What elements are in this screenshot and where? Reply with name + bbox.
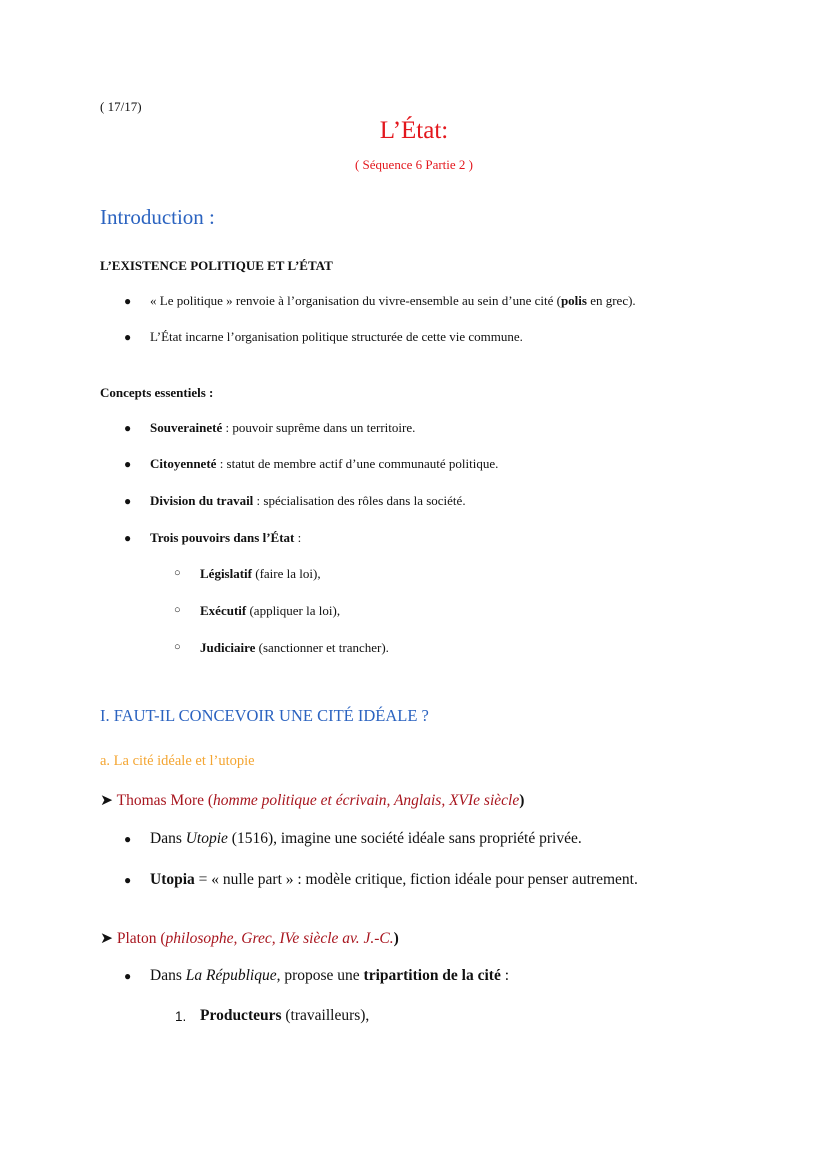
bullet-icon: ●	[124, 531, 132, 545]
bullet-icon: ●	[124, 832, 132, 846]
author-desc: philosophe, Grec, IVe siècle av. J.-C.	[165, 930, 394, 947]
italic-title: Utopie	[185, 830, 228, 847]
italic-title: La République	[185, 967, 277, 984]
text: Dans	[150, 967, 186, 984]
author-name: Thomas More (	[116, 792, 214, 809]
term: Producteurs	[200, 1007, 282, 1024]
definition: : pouvoir suprême dans un territoire.	[222, 420, 416, 435]
text: (1516), imagine une société idéale sans propriété privée.	[227, 830, 582, 847]
text: :	[500, 967, 510, 984]
bullet-icon: ●	[124, 421, 132, 435]
section-heading: I. FAUT-IL CONCEVOIR UNE CITÉ IDÉALE ?	[100, 706, 429, 725]
bold-term: tripartition de la cité	[363, 967, 501, 984]
term: Souveraineté	[150, 420, 223, 435]
intro-heading: Introduction :	[100, 205, 215, 229]
circle-bullet-icon: ○	[174, 567, 181, 579]
term: Législatif	[200, 566, 252, 581]
term: Judiciaire	[200, 640, 256, 655]
list-number: 1.	[175, 1009, 187, 1024]
term: Exécutif	[200, 603, 247, 618]
bullet-icon: ●	[124, 873, 132, 887]
page-subtitle: ( Séquence 6 Partie 2 )	[354, 157, 474, 172]
text: , propose une	[276, 967, 364, 984]
bold-term: polis	[560, 293, 587, 308]
page-counter: ( 17/17)	[100, 99, 142, 114]
arrow-icon: ➤	[100, 930, 113, 947]
circle-bullet-icon: ○	[174, 604, 181, 616]
text: = « nulle part » : modèle critique, fiction idéale pour penser autrement.	[194, 871, 638, 888]
page-title: L’État:	[379, 117, 449, 144]
definition: (travailleurs),	[281, 1007, 370, 1024]
term: Division du travail	[150, 493, 254, 508]
text: )	[393, 930, 399, 947]
definition: :	[294, 530, 302, 545]
concepts-heading: Concepts essentiels :	[100, 385, 214, 400]
arrow-icon: ➤	[100, 792, 113, 809]
text: « Le politique » renvoie à l’organisation du vivre-ensemble au sein d’une cité (	[150, 293, 561, 308]
bullet-icon: ●	[124, 330, 132, 344]
author-more	[100, 793, 524, 809]
circle-bullet-icon: ○	[174, 641, 181, 653]
text: en grec).	[586, 293, 636, 308]
bullet-icon: ●	[124, 494, 132, 508]
text: )	[519, 792, 525, 809]
author-desc: homme politique et écrivain, Anglais, XVIe siècle	[213, 792, 520, 809]
term: Citoyenneté	[150, 456, 217, 471]
definition: (faire la loi),	[252, 566, 321, 581]
bullet-icon: ●	[124, 457, 132, 471]
bold-term: Utopia	[150, 871, 195, 888]
definition: : spécialisation des rôles dans la société.	[253, 493, 466, 508]
intro-subheading: L’EXISTENCE POLITIQUE ET L’ÉTAT	[100, 258, 333, 273]
bullet-icon: ●	[124, 969, 132, 983]
definition: (sanctionner et trancher).	[255, 640, 389, 655]
subsection-heading: a. La cité idéale et l’utopie	[100, 753, 255, 769]
text: L’État incarne l’organisation politique structurée de cette vie commune.	[150, 329, 523, 344]
definition: : statut de membre actif d’une communauté politique.	[216, 456, 499, 471]
definition: (appliquer la loi),	[246, 603, 341, 618]
bullet-icon: ●	[124, 294, 132, 308]
author-name: Platon (	[116, 930, 166, 947]
author-platon	[100, 931, 399, 947]
term: Trois pouvoirs dans l’État	[150, 530, 295, 545]
text: Dans	[150, 830, 186, 847]
